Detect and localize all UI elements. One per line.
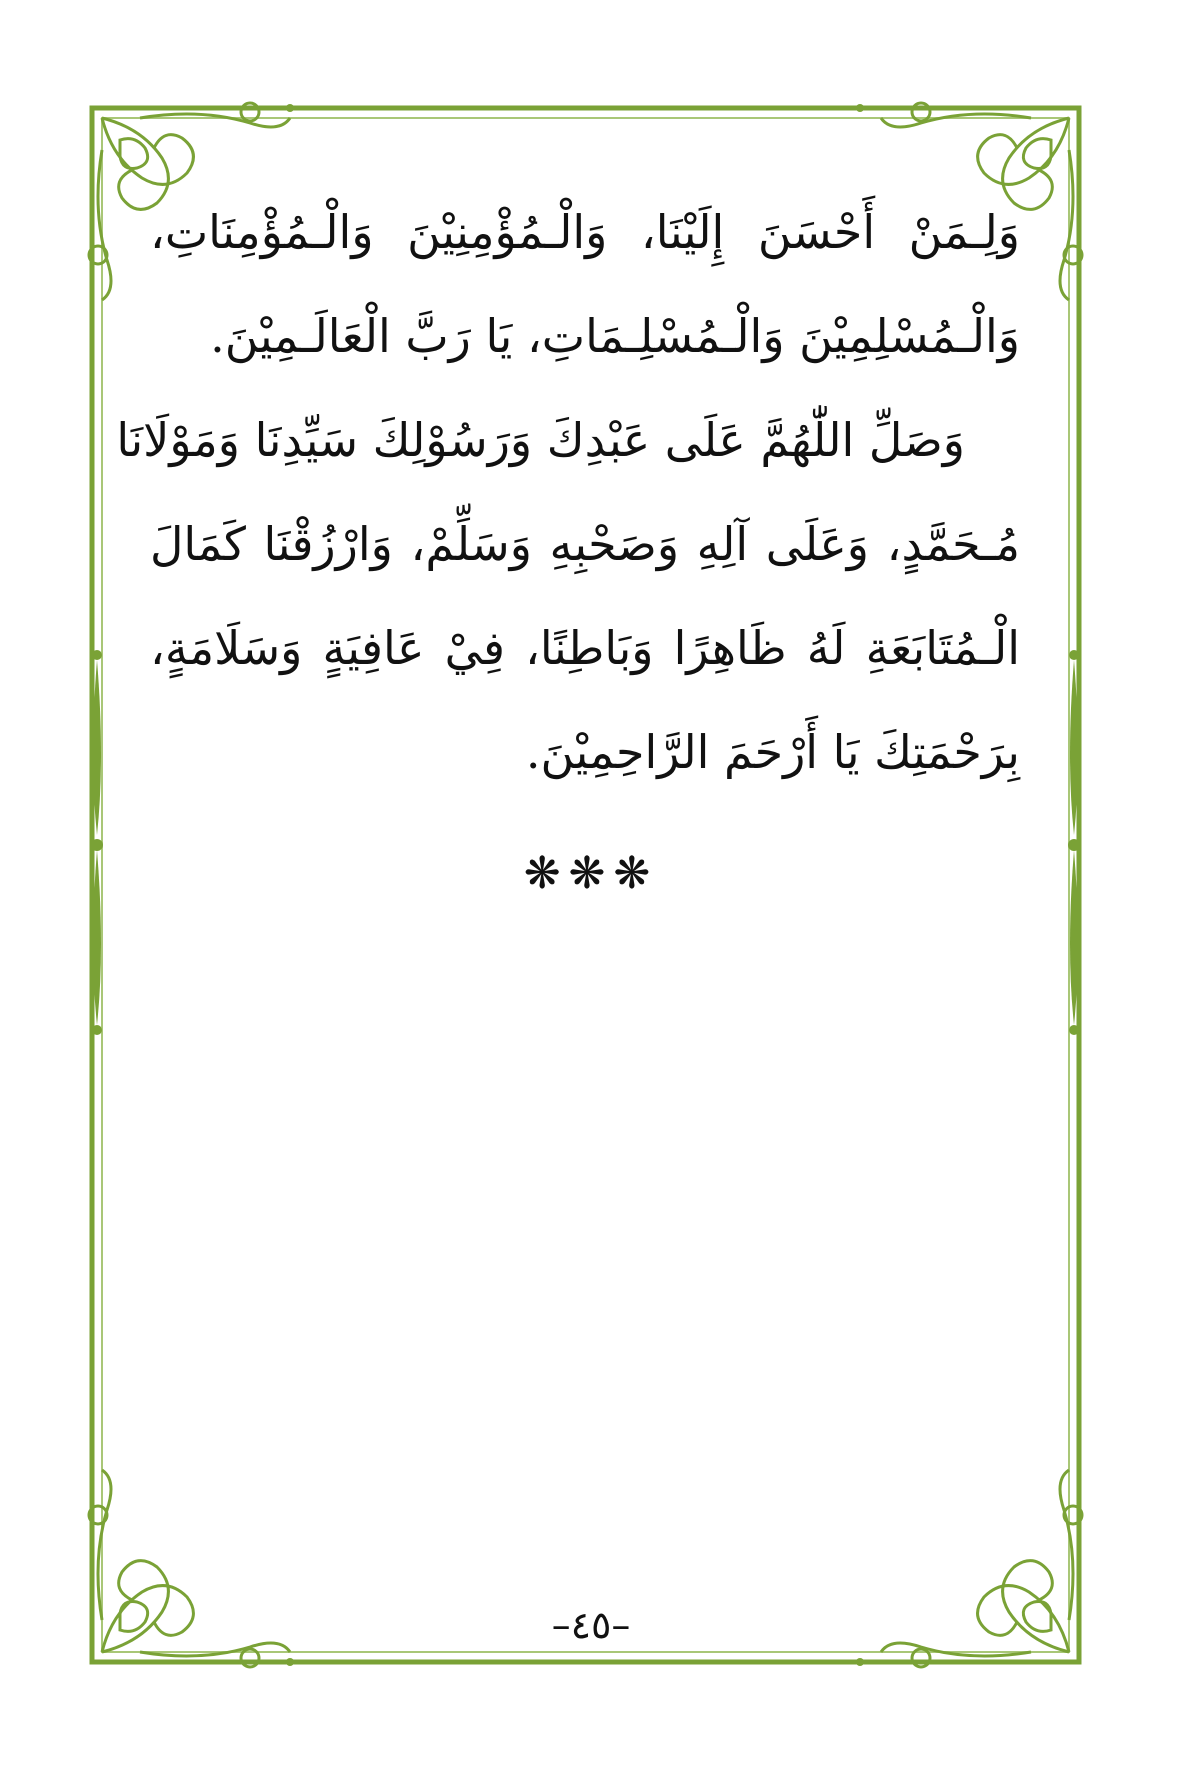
paragraph-2-line-1: وَصَلِّ اللّٰهُمَّ عَلَى عَبْدِكَ وَرَسُوْلِكَ سَيِّدِنَا وَمَوْلَانَا bbox=[116, 413, 965, 467]
paragraph-1-line-2: وَالْـمُسْلِمِيْنَ وَالْـمُسْلِـمَاتِ، يَا رَبَّ الْعَالَـمِيْنَ. bbox=[210, 309, 1020, 363]
paragraph-2-line-4: بِرَحْمَتِكَ يَا أَرْحَمَ الرَّاحِمِيْنَ. bbox=[525, 725, 1020, 779]
page-number: –٤٥– bbox=[551, 1603, 631, 1647]
section-separator: ❋❋❋ bbox=[523, 848, 659, 899]
top-rule-ornament bbox=[286, 104, 864, 112]
paragraph-2-line-2: مُـحَمَّدٍ، وَعَلَى آلِهِ وَصَحْبِهِ وَسَلِّمْ، وَارْزُقْنَا كَمَالَ bbox=[150, 517, 1020, 571]
paragraph-2-line-3: الْـمُتَابَعَةِ لَهُ ظَاهِرًا وَبَاطِنًا، فِيْ عَافِيَةٍ وَسَلَامَةٍ، bbox=[150, 621, 1020, 675]
bottom-rule-ornament bbox=[286, 1658, 864, 1666]
paragraph-1-line-1: وَلِـمَنْ أَحْسَنَ إِلَيْنَا، وَالْـمُؤْمِنِيْنَ وَالْـمُؤْمِنَاتِ، bbox=[150, 205, 1020, 259]
supplication-text bbox=[116, 180, 1020, 804]
